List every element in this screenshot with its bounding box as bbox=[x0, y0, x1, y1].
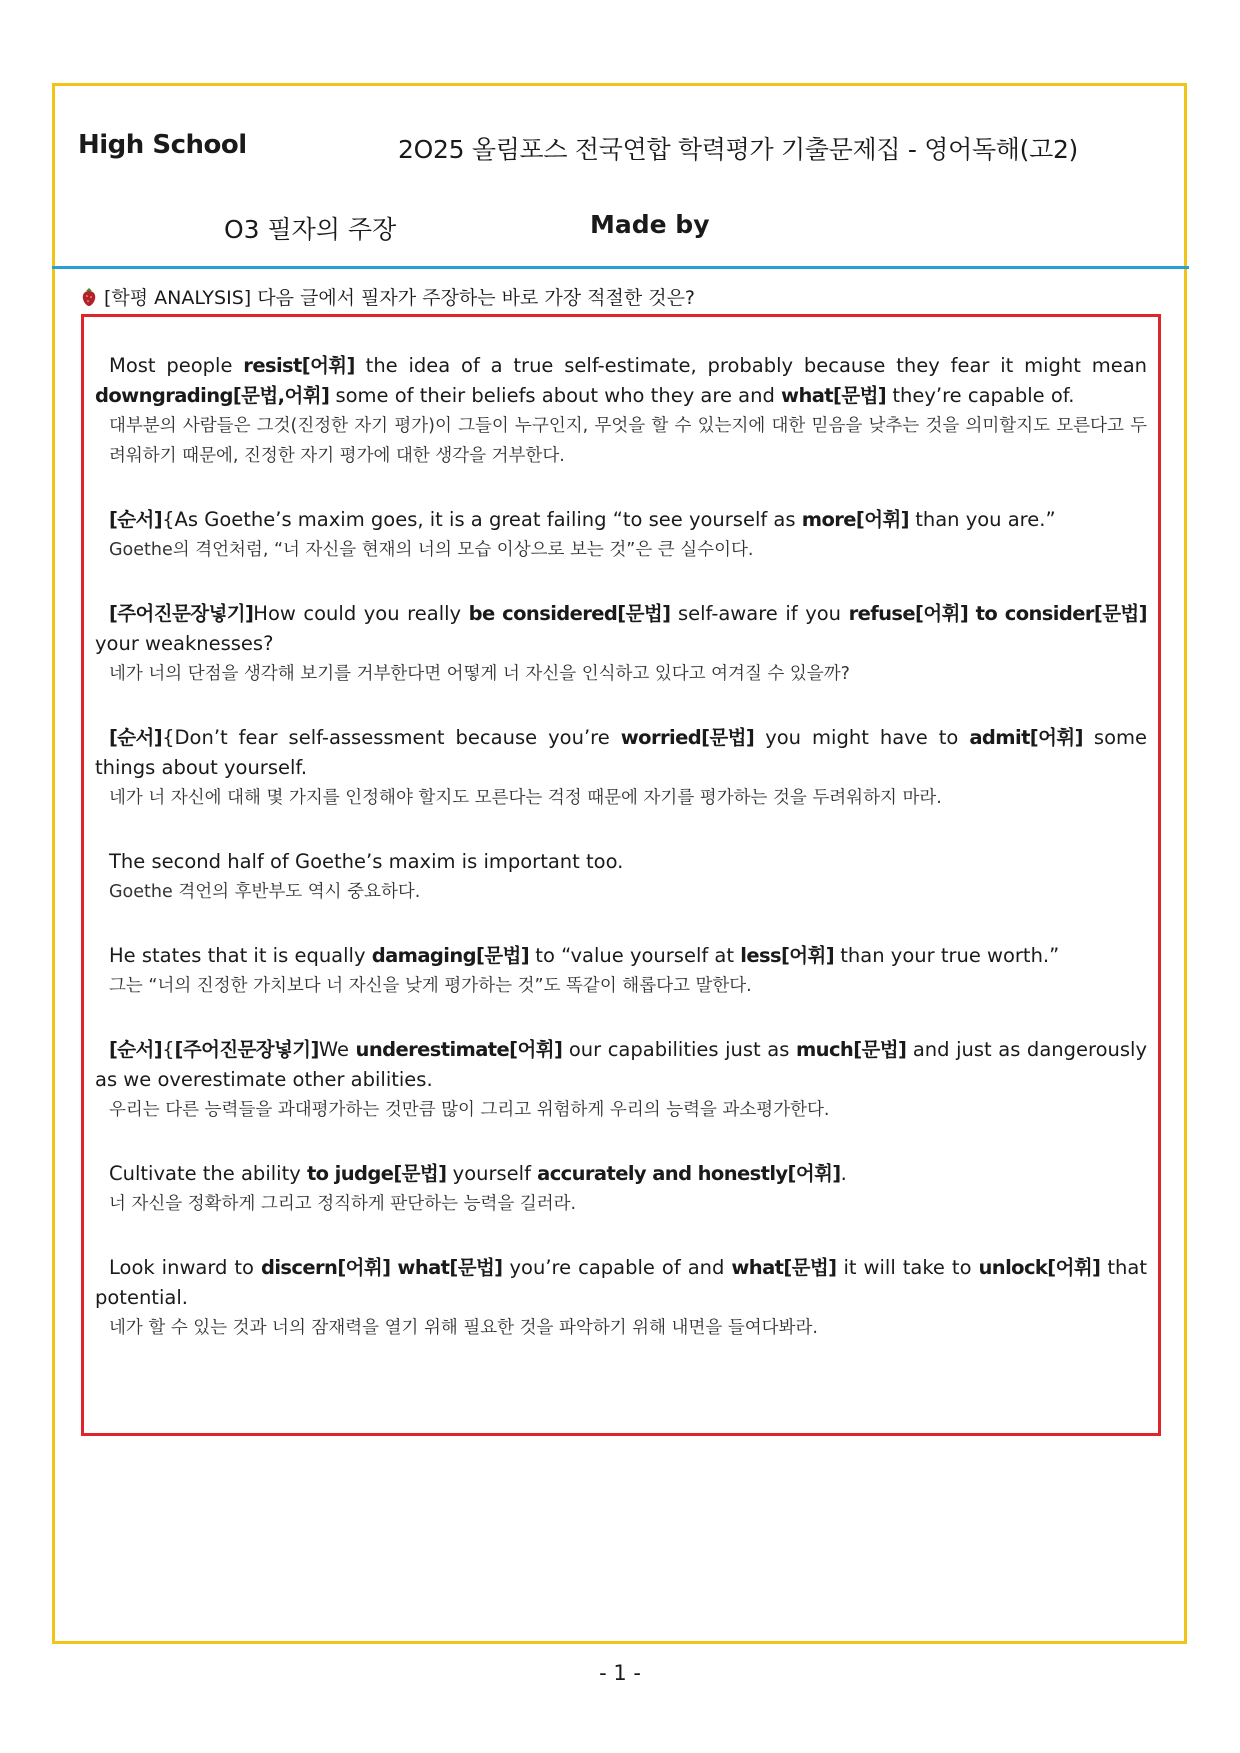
english-sentence bbox=[95, 847, 1147, 877]
passage-block bbox=[95, 351, 1147, 471]
sentence-text: you’re capable of and bbox=[502, 1256, 732, 1279]
english-sentence bbox=[95, 1253, 1147, 1313]
annotated-term: what[문법] bbox=[781, 384, 887, 407]
korean-translation: Goethe 격언의 후반부도 역시 중요하다. bbox=[109, 882, 421, 902]
annotated-term: underestimate[어휘] bbox=[355, 1038, 563, 1061]
korean-translation: Goethe의 격언처럼, “너 자신을 현재의 너의 모습 이상으로 보는 것”은 큰 실수이다. bbox=[109, 540, 754, 560]
annotated-term: more[어휘] bbox=[801, 508, 909, 531]
sentence-text: some things about yourself. bbox=[95, 726, 1147, 779]
sentence-text: {Don’t fear self-assessment because you’re bbox=[162, 726, 621, 749]
sentence-text: Cultivate the ability bbox=[109, 1162, 307, 1185]
sentence-text: to “value yourself at bbox=[529, 944, 741, 967]
english-sentence bbox=[95, 505, 1147, 535]
passage-block bbox=[95, 1159, 1147, 1219]
annotated-term: damaging[문법] bbox=[371, 944, 530, 967]
annotated-term: worried[문법] bbox=[620, 726, 755, 749]
header-divider bbox=[52, 266, 1189, 269]
annotated-term: [주어진문장넣기] bbox=[109, 602, 254, 625]
annotated-term: what[문법] bbox=[731, 1256, 837, 1279]
question-text: [학평 ANALYSIS] 다음 글에서 필자가 주장하는 바로 가장 적절한 것은? bbox=[104, 287, 696, 309]
annotated-term: [주어진문장넣기] bbox=[174, 1038, 319, 1061]
sentence-text: some of their beliefs about who they are and bbox=[329, 384, 782, 407]
sentence-text: . bbox=[840, 1162, 847, 1185]
annotated-term: refuse[어휘] to consider[문법] bbox=[848, 602, 1147, 625]
question-line bbox=[82, 283, 695, 310]
sentence-text: self-aware if you bbox=[670, 602, 849, 625]
section-title: O3 필자의 주장 bbox=[224, 215, 397, 244]
korean-translation: 대부분의 사람들은 그것(진정한 자기 평가)이 그들이 누구인지, 무엇을 할 수 있는지에 대한 믿음을 낮추는 것을 의미할지도 모른다고 두려워하기 때문에, 진정한 자기 평가에 대한 생각을 거부한다. bbox=[109, 416, 1147, 466]
header-title: 2O25 올림포스 전국연합 학력평가 기출문제집 - 영어독해(고2) bbox=[398, 135, 1079, 164]
passage-block bbox=[95, 847, 1147, 907]
passage-block bbox=[95, 599, 1147, 689]
sentence-text: The second half of Goethe’s maxim is important too. bbox=[109, 850, 624, 873]
annotated-term: much[문법] bbox=[795, 1038, 907, 1061]
passage-block bbox=[95, 1253, 1147, 1343]
english-sentence bbox=[95, 599, 1147, 659]
sentence-text: your weaknesses? bbox=[95, 632, 274, 655]
korean-translation: 네가 할 수 있는 것과 너의 잠재력을 열기 위해 필요한 것을 파악하기 위해 내면을 들여다봐라. bbox=[109, 1318, 818, 1338]
annotated-term: [순서] bbox=[109, 1038, 163, 1061]
passage-block bbox=[95, 505, 1147, 565]
annotated-term: [순서] bbox=[109, 508, 163, 531]
passage-block bbox=[95, 723, 1147, 813]
page-number: - 1 - bbox=[599, 1661, 641, 1685]
annotated-term: be considered[문법] bbox=[468, 602, 671, 625]
english-sentence bbox=[95, 1159, 1147, 1189]
korean-translation: 우리는 다른 능력들을 과대평가하는 것만큼 많이 그리고 위험하게 우리의 능력을 과소평가한다. bbox=[109, 1100, 830, 1120]
english-sentence bbox=[95, 723, 1147, 783]
sentence-text: they’re capable of. bbox=[886, 384, 1075, 407]
sentence-text: than your true worth.” bbox=[834, 944, 1060, 967]
made-by-label: Made by bbox=[590, 210, 710, 239]
korean-translation: 네가 너 자신에 대해 몇 가지를 인정해야 할지도 모른다는 걱정 때문에 자기를 평가하는 것을 두려워하지 마라. bbox=[109, 788, 942, 808]
passage-block bbox=[95, 941, 1147, 1001]
annotated-term: resist[어휘] bbox=[243, 354, 355, 377]
sentence-text: How could you really bbox=[253, 602, 469, 625]
sentence-text: the idea of a true self-estimate, probably because they fear it might mean bbox=[354, 354, 1148, 377]
english-sentence bbox=[95, 941, 1147, 971]
sentence-text: and just as dangerously as we overestimate other abilities. bbox=[95, 1038, 1147, 1091]
sentence-text: { bbox=[162, 1038, 175, 1061]
sentence-text: Most people bbox=[109, 354, 244, 377]
passage-box bbox=[81, 314, 1161, 1436]
sentence-text: than you are.” bbox=[909, 508, 1056, 531]
english-sentence bbox=[95, 351, 1147, 411]
annotated-term: to judge[문법] bbox=[306, 1162, 447, 1185]
annotated-term: admit[어휘] bbox=[969, 726, 1083, 749]
english-sentence bbox=[95, 1035, 1147, 1095]
sentence-text: Look inward to bbox=[109, 1256, 261, 1279]
sentence-text: you might have to bbox=[754, 726, 970, 749]
sentence-text: that potential. bbox=[95, 1256, 1147, 1309]
strawberry-icon bbox=[82, 287, 96, 307]
korean-translation: 네가 너의 단점을 생각해 보기를 거부한다면 어떻게 너 자신을 인식하고 있다고 여겨질 수 있을까? bbox=[109, 664, 850, 684]
header-school-label: High School bbox=[78, 130, 247, 160]
passage-block bbox=[95, 1035, 1147, 1125]
annotated-term: discern[어휘] bbox=[260, 1256, 391, 1279]
annotated-term: downgrading[문법,어휘] bbox=[95, 384, 330, 407]
sentence-text: {As Goethe’s maxim goes, it is a great failing “to see yourself as bbox=[162, 508, 802, 531]
korean-translation: 그는 “너의 진정한 가치보다 너 자신을 낮게 평가하는 것”도 똑같이 해롭다고 말한다. bbox=[109, 976, 752, 996]
annotated-term: what[문법] bbox=[397, 1256, 503, 1279]
sentence-text: our capabilities just as bbox=[562, 1038, 796, 1061]
korean-translation: 너 자신을 정확하게 그리고 정직하게 판단하는 능력을 길러라. bbox=[109, 1194, 577, 1214]
sentence-text: it will take to bbox=[836, 1256, 979, 1279]
annotated-term: less[어휘] bbox=[740, 944, 835, 967]
sentence-text: He states that it is equally bbox=[109, 944, 372, 967]
annotated-term: [순서] bbox=[109, 726, 163, 749]
sentence-text: We bbox=[318, 1038, 356, 1061]
sentence-text: yourself bbox=[446, 1162, 538, 1185]
annotated-term: unlock[어휘] bbox=[978, 1256, 1101, 1279]
annotated-term: accurately and honestly[어휘] bbox=[537, 1162, 841, 1185]
